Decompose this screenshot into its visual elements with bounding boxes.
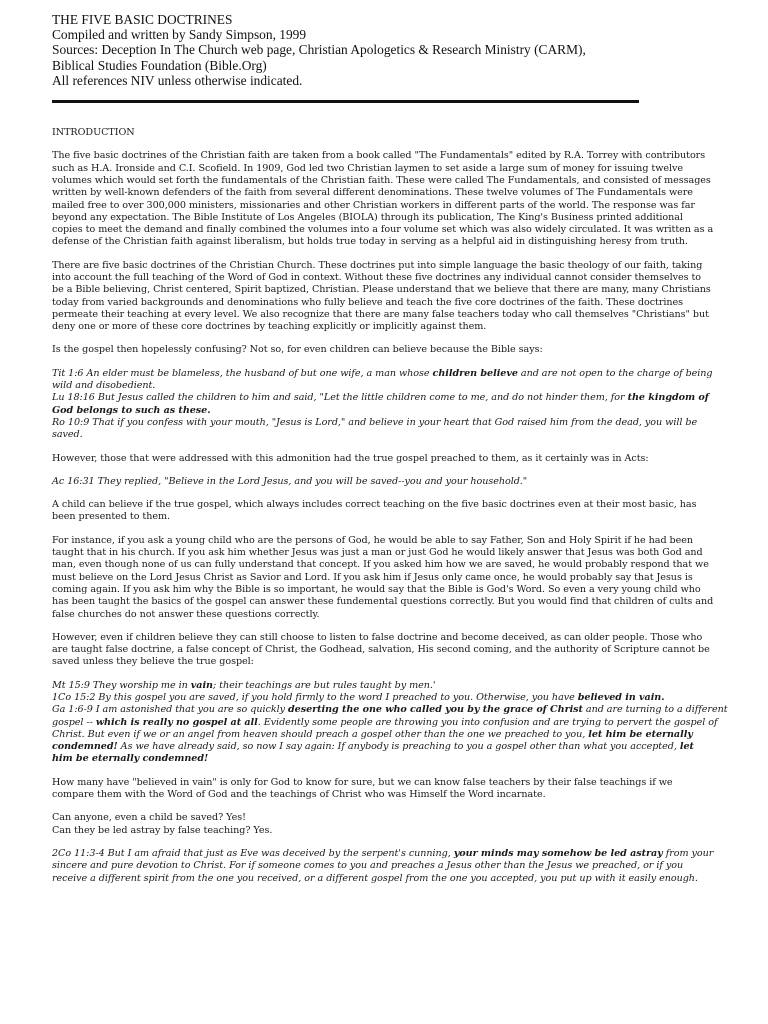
verse-galatians-cont: Christ. But even if we or an angel from heaven should preach a gospel other than the one we preached to you, let him be eternally <box>52 728 693 740</box>
text-line: defense of the Christian faith against liberalism, but holds true today in serving as a helpful aid in distinguishing heresy from truth. <box>52 236 688 248</box>
text-line: For instance, if you ask a young child who are the persons of God, he would be able to say Father, Son and Holy Spirit if he had been <box>52 534 694 546</box>
verse-line: sincere and pure devotion to Christ. For if someone comes to you and preaches a Jesus other than the Jesus we preached, or if you <box>52 860 684 872</box>
references-note: All references NIV unless otherwise indicated. <box>52 72 303 88</box>
scripture-quote-block <box>52 368 742 442</box>
text-line: be a Bible believing, Christ centered, Spirit baptized, Christian. Please understand that we believe that there are many, many Christians <box>52 284 711 296</box>
text-line: has been taught the basics of the gospel can answer these fundemental questions correctly. But you would find that children of cults and <box>52 596 714 608</box>
horizontal-rule <box>52 100 639 103</box>
text-line: deny one or more of these core doctrines by teaching explicitly or implicitly against them. <box>52 321 487 333</box>
verse-galatians: Ga 1:6-9 I am astonished that you are so quickly deserting the one who called you by the grace of Christ and are turning to a different <box>52 704 728 716</box>
verse-galatians-cont: him be eternally condemned! <box>52 753 209 765</box>
text-line: saved unless they believe the true gospel: <box>52 656 254 668</box>
text-line: must believe on the Lord Jesus Christ as Savior and Lord. If you ask him if Jesus only came once, he would probably say that Jesus is <box>52 571 693 583</box>
text-line: such as H.A. Ironside and C.I. Scofield. In 1909, God led two Christian laymen to set aside a large sum of money for issuing twelve <box>52 162 684 174</box>
verse-titus-cont: wild and disobedient. <box>52 380 156 392</box>
verse-titus: Tit 1:6 An elder must be blameless, the husband of but one wife, a man whose children believe and are not open to the charge of being <box>52 367 713 379</box>
verse-acts: Ac 16:31 They replied, "Believe in the Lord Jesus, and you will be saved--you and your household." <box>52 475 528 487</box>
text-line: Can they be led astray by false teaching? Yes. <box>52 824 273 836</box>
text-line: Can anyone, even a child be saved? Yes! <box>52 812 246 824</box>
verse-luke-cont: God belongs to such as these. <box>52 404 211 416</box>
document-header <box>52 12 742 88</box>
paragraph-fundamentals <box>52 150 742 248</box>
paragraph-gospel-question: Is the gospel then hopelessly confusing? Not so, for even children can believe because the Bible says: <box>52 344 543 356</box>
paragraph-child-believe <box>52 499 742 524</box>
text-line: compare them with the Word of God and the teachings of Christ who was Himself the Word incarnate. <box>52 789 546 801</box>
text-line: been presented to them. <box>52 511 171 523</box>
text-line: today from varied backgrounds and denominations who fully believe and teach the five core doctrines of the faith. These doctrines <box>52 296 684 308</box>
paragraph-believed-in-vain <box>52 777 742 802</box>
verse-romans-cont: saved. <box>52 429 83 441</box>
verse-galatians-cont: gospel -- which is really no gospel at all. Evidently some people are throwing you into confusion and are trying to pervert the gospel of <box>52 716 718 728</box>
text-line: A child can believe if the true gospel, which always includes correct teaching on the five basic doctrines even at their most basic, has <box>52 499 697 511</box>
verse-galatians-cont: condemned! As we have already said, so now I say again: If anybody is preaching to you a gospel other than what you accepted, let <box>52 741 694 753</box>
paragraph-five-doctrines <box>52 260 742 334</box>
verse-second-corinthians <box>52 848 742 885</box>
sources-line: Biblical Studies Foundation (Bible.Org) <box>52 57 267 73</box>
text-line: How many have "believed in vain" is only for God to know for sure, but we can know false teachers by their false teachings if we <box>52 776 673 788</box>
paragraph-questions <box>52 812 742 837</box>
scripture-quote-block <box>52 680 742 766</box>
paragraph-acts-intro: However, those that were addressed with this admonition had the true gospel preached to them, as it certainly was in Acts: <box>52 452 649 464</box>
verse-luke: Lu 18:16 But Jesus called the children to him and said, "Let the little children come to me, and do not hinder them, for the kingdom of <box>52 392 709 404</box>
text-line: However, even if children believe they can still choose to listen to false doctrine and become deceived, as can older people. Those who <box>52 631 703 643</box>
verse-matthew: Mt 15:9 They worship me in vain; their teachings are but rules taught by men.' <box>52 679 436 691</box>
text-line: are taught false doctrine, a false concept of Christ, the Godhead, salvation, His second coming, and the authority of Scripture cannot be <box>52 644 710 656</box>
text-line: mailed free to over 300,000 ministers, missionaries and other Christian workers in different parts of the world. The response was far <box>52 199 695 211</box>
paragraph-false-doctrine <box>52 632 742 669</box>
text-line: taught that in his church. If you ask him whether Jesus was just a man or just God he would likely answer that Jesus was both God and <box>52 547 703 559</box>
paragraph-for-instance <box>52 535 742 621</box>
text-line: The five basic doctrines of the Christian faith are taken from a book called "The Fundamentals" edited by R.A. Torrey with contributors <box>52 150 706 162</box>
document-page <box>52 12 742 885</box>
text-line: There are five basic doctrines of the Christian Church. These doctrines put into simple language the basic theology of our faith, taking <box>52 259 703 271</box>
text-line: written by well-known defenders of the faith from several different denominations. These twelve volumes of The Fundamentals were <box>52 187 693 199</box>
text-line: man, even though none of us can fully understand that concept. If you asked him how we are saved, he would probably respond that we <box>52 559 709 571</box>
text-line: volumes which would set forth the fundamentals of the Christian faith. These were called The Fundamentals, and consisted of messages <box>52 174 711 186</box>
verse-line: receive a different spirit from the one you received, or a different gospel from the one you accepted, you put up with it easily enough. <box>52 872 698 884</box>
document-title: THE FIVE BASIC DOCTRINES <box>52 12 233 27</box>
verse-romans: Ro 10:9 That if you confess with your mouth, "Jesus is Lord," and believe in your heart that God raised him from the dead, you will be <box>52 416 698 428</box>
author-line: Compiled and written by Sandy Simpson, 1999 <box>52 27 307 43</box>
text-line: copies to meet the demand and finally combined the volumes into a four volume set which was also widely circulated. It was written as a <box>52 224 714 236</box>
text-line: into account the full teaching of the Word of God in context. Without these five doctrines any individual cannot consider themselves to <box>52 271 701 283</box>
verse-corinthians: 1Co 15:2 By this gospel you are saved, if you hold firmly to the word I preached to you. Otherwise, you have believed in vain. <box>52 692 665 703</box>
text-line: false churches do not answer these questions correctly. <box>52 608 320 620</box>
section-heading: INTRODUCTION <box>52 127 135 139</box>
sources-line: Sources: Deception In The Church web page, Christian Apologetics & Research Ministry (CARM), <box>52 42 586 58</box>
text-line: permeate their teaching at every level. We also recognize that there are many false teachers today who call themselves "Christians" but <box>52 308 709 320</box>
text-line: beyond any expectation. The Bible Institute of Los Angeles (BIOLA) through its publication, The King's Business printed additional <box>52 211 683 223</box>
text-line: coming again. If you ask him why the Bible is so important, he would say that the Bible is God's Word. So even a very young child who <box>52 583 701 595</box>
verse-line: 2Co 11:3-4 But I am afraid that just as Eve was deceived by the serpent's cunning, your minds may somehow be led astray from your <box>52 847 714 859</box>
